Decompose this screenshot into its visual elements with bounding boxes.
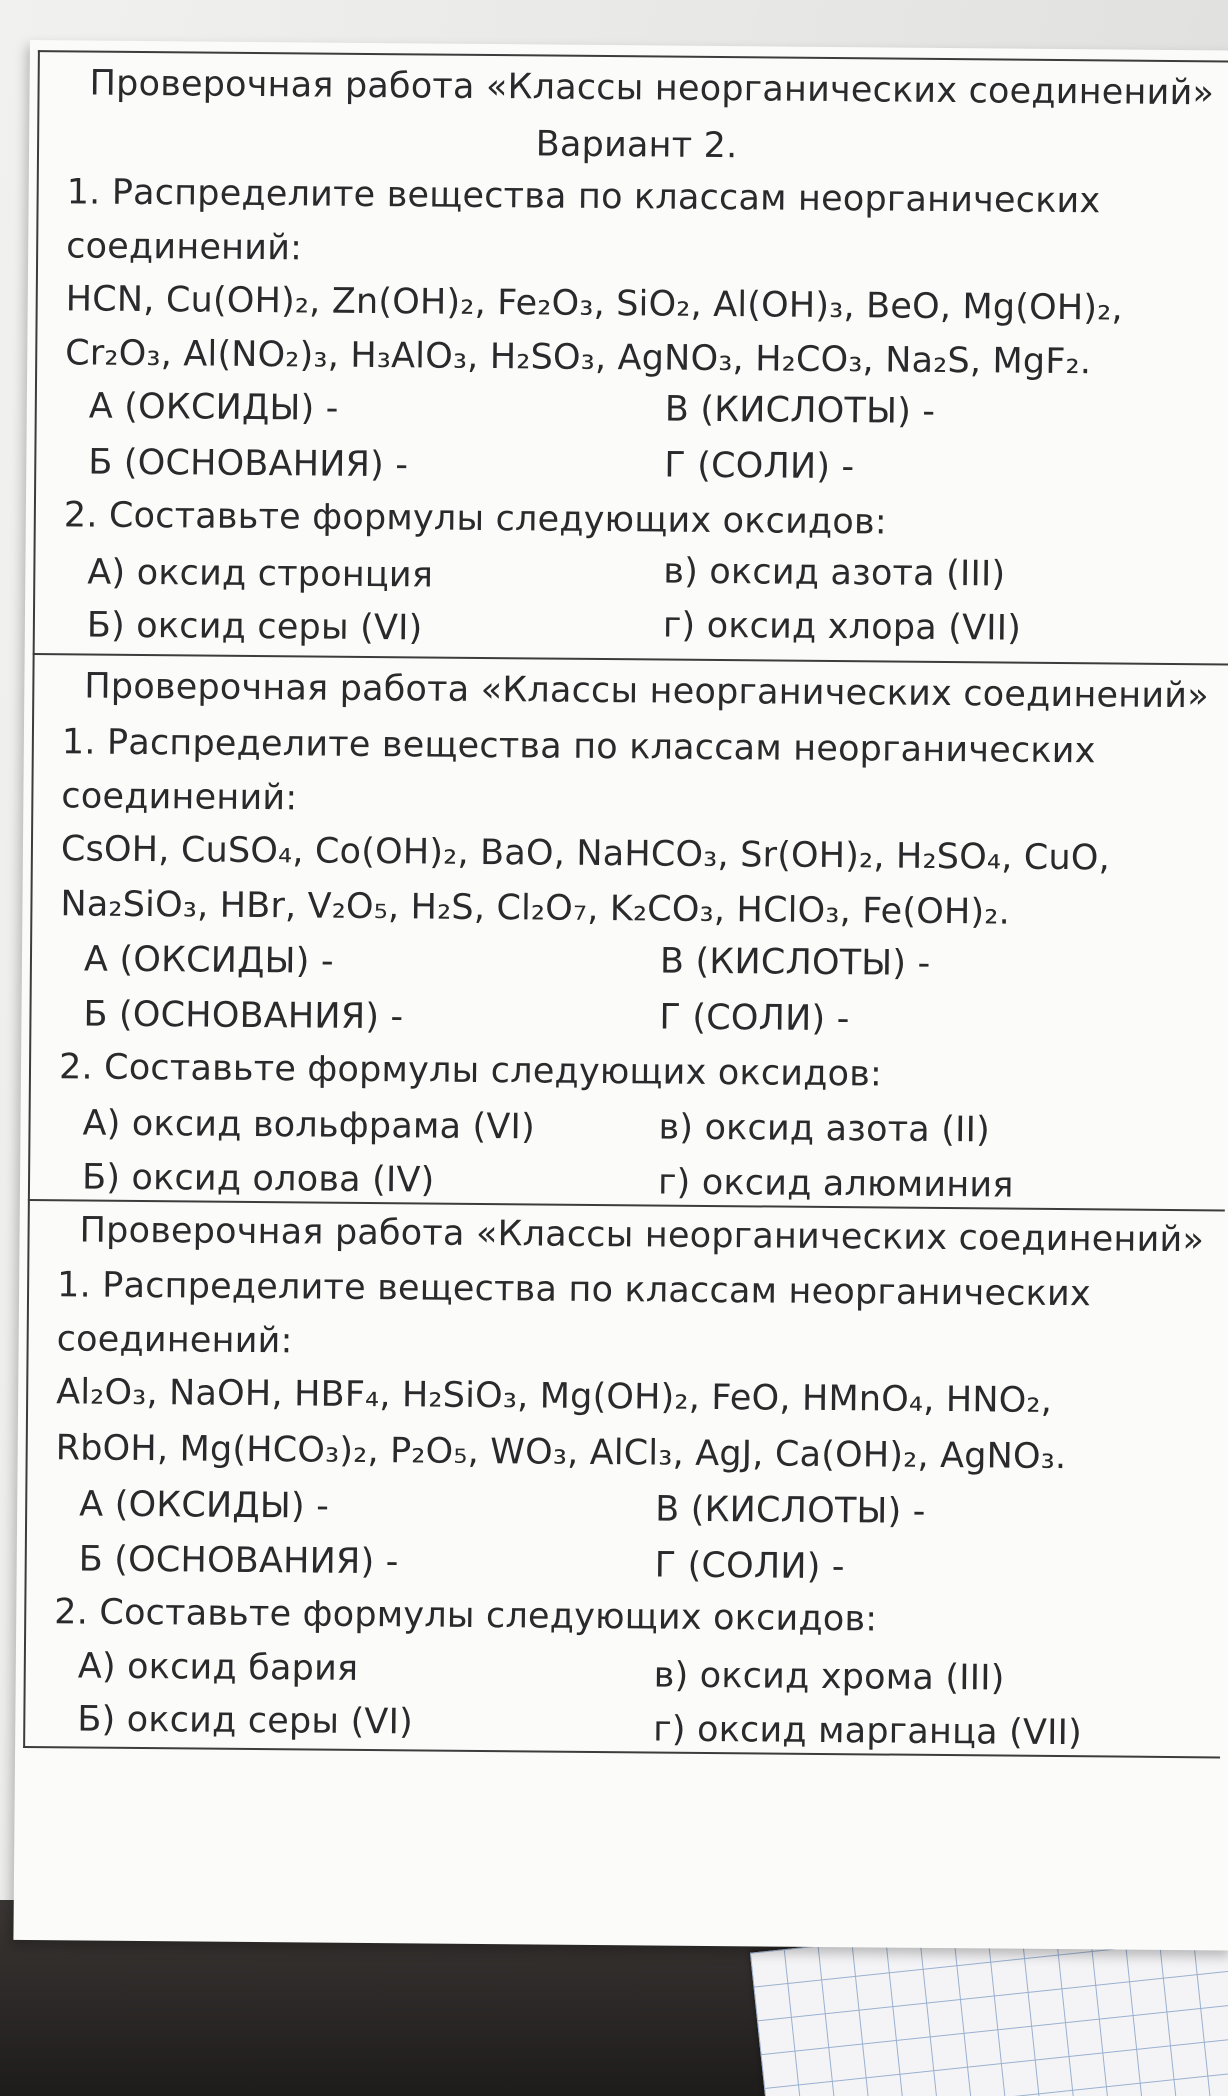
oxide-item-a: А) оксид стронция (87, 552, 434, 596)
card-title: Проверочная работа «Классы неорганических соединений» (89, 63, 1215, 114)
variant-card-2 (28, 653, 1228, 1209)
substances-line-1: Al₂O₃, NaOH, HBF₄, H₂SiO₃, Mg(OH)₂, FeO, HMnO₄, HNO₂, (56, 1372, 1053, 1421)
substances-line-1: CsOH, CuSO₄, Co(OH)₂, BaO, NaHCO₃, Sr(OH)₂, H₂SO₄, CuO, (60, 829, 1111, 879)
task1-intro-continued: соединений: (66, 226, 303, 269)
class-acids: В (КИСЛОТЫ) - (655, 1489, 926, 1532)
test-sheet (13, 40, 1228, 1951)
class-salts: Г (СОЛИ) - (664, 445, 855, 488)
card-title: Проверочная работа «Классы неорганических соединений» (84, 666, 1210, 717)
class-bases: Б (ОСНОВАНИЯ) - (83, 994, 404, 1038)
card-title: Проверочная работа «Классы неорганических соединений» (79, 1210, 1205, 1261)
class-acids: В (КИСЛОТЫ) - (659, 941, 931, 984)
task1-intro: 1. Распределите вещества по классам неорганических (56, 1265, 1092, 1315)
task2-intro: 2. Составьте формулы следующих оксидов: (58, 1047, 883, 1095)
class-salts: Г (СОЛИ) - (654, 1545, 845, 1588)
variant-number: Вариант 2. (535, 124, 738, 167)
substances-line-1: HCN, Cu(OH)₂, Zn(OH)₂, Fe₂O₃, SiO₂, Al(OH)₃, BeO, Mg(OH)₂, (65, 279, 1123, 329)
variant-card-3 (23, 1199, 1225, 1758)
class-bases: Б (ОСНОВАНИЯ) - (88, 442, 409, 486)
oxide-item-a: А) оксид вольфрама (VI) (82, 1103, 536, 1148)
oxide-item-g: г) оксид алюминия (657, 1162, 1014, 1206)
task1-intro: 1. Распределите вещества по классам неорганических (66, 172, 1101, 222)
task1-intro-continued: соединений: (56, 1319, 293, 1362)
class-acids: В (КИСЛОТЫ) - (664, 389, 936, 432)
oxide-item-g: г) оксид хлора (VII) (662, 605, 1022, 649)
oxide-item-g: г) оксид марганца (VII) (653, 1709, 1083, 1754)
task1-intro-continued: соединений: (61, 776, 298, 819)
oxide-item-b: Б) оксид олова (IV) (81, 1157, 435, 1201)
class-oxides: А (ОКСИДЫ) - (79, 1484, 330, 1527)
task2-intro: 2. Составьте формулы следующих оксидов: (54, 1592, 878, 1640)
class-bases: Б (ОСНОВАНИЯ) - (78, 1539, 399, 1583)
oxide-item-v: в) оксид хрома (III) (653, 1655, 1005, 1699)
task2-intro: 2. Составьте формулы следующих оксидов: (63, 495, 888, 543)
class-oxides: А (ОКСИДЫ) - (88, 386, 339, 429)
oxide-item-v: в) оксид азота (II) (658, 1107, 991, 1151)
task1-intro: 1. Распределите вещества по классам неорганических (61, 722, 1096, 772)
oxide-item-a: А) оксид бария (77, 1646, 359, 1689)
substances-line-2: Cr₂O₃, Al(NO₂)₃, H₃AlO₃, H₂SO₃, AgNO₃, H₂CO₃, Na₂S, MgF₂. (65, 333, 1092, 383)
substances-line-2: RbOH, Mg(HCO₃)₂, P₂O₅, WO₃, AlCl₃, AgJ, Ca(OH)₂, AgNO₃. (55, 1428, 1067, 1478)
oxide-item-v: в) оксид азота (III) (663, 551, 1006, 595)
variant-card-1 (33, 50, 1228, 663)
oxide-item-b: Б) оксид серы (VI) (77, 1699, 414, 1743)
oxide-item-b: Б) оксид серы (VI) (86, 605, 423, 649)
class-oxides: А (ОКСИДЫ) - (83, 939, 334, 982)
substances-line-2: Na₂SiO₃, HBr, V₂O₅, H₂S, Cl₂O₇, K₂CO₃, HClO₃, Fe(OH)₂. (60, 884, 1011, 933)
class-salts: Г (СОЛИ) - (659, 997, 850, 1040)
